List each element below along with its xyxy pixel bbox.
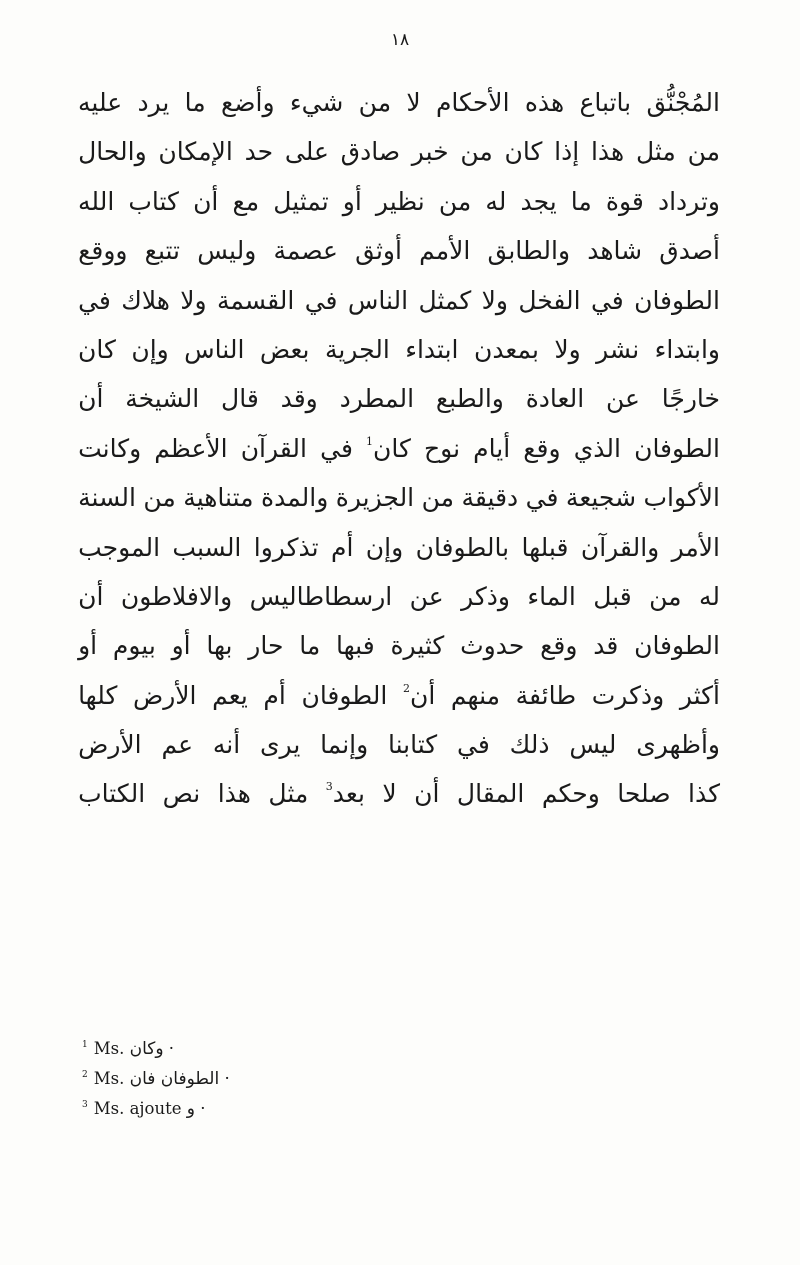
word: الجزيرة [335, 483, 415, 513]
word: شجيعة [565, 483, 637, 513]
word: شاهد [587, 236, 643, 266]
word: صلحا [617, 779, 671, 809]
word: العادة [525, 384, 585, 414]
word: عن [409, 581, 444, 611]
word: بعض [259, 334, 310, 364]
footnote-label: Ms. [93, 1039, 125, 1058]
text-line [78, 523, 720, 572]
word: ووقع [78, 236, 128, 266]
word: له [485, 186, 507, 216]
word: والقرآن [580, 532, 660, 562]
word: منهم [450, 680, 501, 710]
text-line [78, 473, 720, 522]
word: من [649, 581, 682, 611]
word: والحال [78, 137, 147, 167]
word: أن [78, 581, 104, 611]
word: وقع [523, 433, 561, 463]
word: في [304, 285, 338, 315]
word: قوة [605, 186, 644, 216]
word: هذا [217, 779, 251, 809]
text-line [78, 671, 720, 720]
word: والطبع [435, 384, 504, 414]
text-line [78, 177, 720, 226]
footnote-number: 2 [82, 1070, 88, 1080]
footnote-text: وكان [129, 1039, 164, 1059]
text-line [78, 127, 720, 176]
word: وقد [280, 384, 318, 414]
word: مع [232, 186, 260, 216]
word: دقيقة [461, 483, 519, 513]
word: ذلك [509, 730, 550, 760]
word: ما [299, 631, 321, 661]
word: وقع [540, 631, 578, 661]
word: يجد [520, 186, 557, 216]
word: الله [78, 186, 115, 216]
word: وأظهرى [636, 730, 720, 760]
word: هذه [524, 88, 565, 117]
word: كتاب [128, 186, 179, 216]
word: في [590, 285, 624, 315]
footnote: $^3$ Ms. ajoute و · [82, 1099, 206, 1119]
word: القرآن [240, 433, 307, 463]
text-line [78, 720, 720, 769]
word: من [460, 137, 493, 167]
word: المقال [456, 779, 525, 809]
word: كذا [688, 779, 720, 809]
word: الناس [184, 334, 245, 364]
word: ولا [481, 285, 508, 315]
word: وترداد [657, 186, 720, 216]
word: تتبع [144, 236, 181, 266]
word: حار [248, 631, 284, 661]
word: في [525, 483, 559, 513]
word: يرى [259, 730, 301, 760]
word: وليس [197, 236, 257, 266]
word: السنة [78, 483, 136, 513]
word: تمثيل [273, 186, 329, 216]
footnote-label: Ms. ajoute [93, 1099, 182, 1118]
word: حدوث [460, 631, 525, 661]
word: الأرض [78, 730, 142, 760]
word: الموجب [78, 532, 161, 562]
word: من [358, 88, 392, 117]
text-line [78, 78, 720, 127]
word: ما [184, 88, 206, 117]
word: باتباع [579, 88, 632, 117]
footnote: $^1$ Ms. وكان · [82, 1039, 175, 1059]
text-line [78, 226, 720, 275]
word: أن [78, 384, 104, 414]
text-line [78, 621, 720, 670]
word: وكانت [78, 433, 142, 463]
word: على [284, 137, 329, 167]
footnote-marker: 3 [325, 780, 333, 794]
word: ابتداء [405, 334, 459, 364]
text-line [78, 424, 720, 473]
text-line [78, 572, 720, 621]
word: عم [161, 730, 194, 760]
word: الأعظم [154, 433, 228, 463]
word: أكثر [679, 680, 720, 710]
word: مثل [268, 779, 309, 809]
word: بعد$^3$ [325, 779, 365, 809]
word: ولا [554, 334, 581, 364]
word: ارسطاطاليس [249, 581, 393, 611]
word: نشر [596, 334, 640, 364]
word: عن [606, 384, 640, 414]
footnotes [82, 1030, 482, 1120]
word: وأضع [220, 88, 275, 117]
word: صادق [340, 137, 401, 167]
word: وإنما [320, 730, 369, 760]
text-line [78, 325, 720, 374]
footnote-text: الطوفان فان [129, 1069, 220, 1089]
word: أن [414, 779, 440, 809]
word: وذكر [461, 581, 510, 611]
footnote-label: Ms. [93, 1069, 125, 1088]
word: ولا [180, 285, 207, 315]
word: له [698, 581, 720, 611]
word: والافلاطون [120, 581, 233, 611]
word: فبها [336, 631, 375, 661]
word: الأمر [671, 532, 720, 562]
word: الطوفان [301, 680, 388, 710]
word: نظير [375, 186, 425, 216]
word: كثيرة [390, 631, 445, 661]
word: إذا [554, 137, 580, 167]
word: الذي [573, 433, 621, 463]
word: نوح [424, 433, 461, 463]
word: من [687, 137, 720, 167]
word: ليس [569, 730, 617, 760]
word: لا [382, 779, 397, 809]
word: الأمم [419, 236, 471, 266]
word: لا [406, 88, 421, 117]
text-line [78, 276, 720, 325]
word: الأرض [133, 680, 197, 710]
footnote-number: 1 [82, 1040, 88, 1050]
word: عليه [78, 88, 123, 117]
word: وإن [365, 532, 404, 562]
word: في [320, 433, 353, 463]
word: المطرد [339, 384, 415, 414]
word: في [78, 285, 111, 315]
word: الجرية [324, 334, 390, 364]
word: أيام [473, 433, 511, 463]
word: كتابنا [388, 730, 438, 760]
word: وابتداء [654, 334, 720, 364]
word: أو [78, 631, 98, 661]
word: أو [342, 186, 362, 216]
word: أوثق [355, 236, 402, 266]
text-line [78, 374, 720, 423]
word: الكتاب [78, 779, 146, 809]
page-number: ١٨ [390, 30, 410, 50]
word: وحكم [541, 779, 600, 809]
word: هلاك [121, 285, 170, 315]
word: قبل [593, 581, 632, 611]
word: كلها [78, 680, 118, 710]
word: من [143, 483, 176, 513]
footnote-marker: 1 [366, 434, 374, 448]
word: الإمكان [158, 137, 233, 167]
word: شيء [289, 88, 344, 117]
word: الطوفان [634, 285, 720, 315]
word: الطوفان [634, 433, 720, 463]
word: الشيخة [125, 384, 200, 414]
word: بالطوفان [415, 532, 510, 562]
word: الطوفان [634, 631, 720, 661]
word: والمدة [261, 483, 329, 513]
word: والطابق [487, 236, 571, 266]
word: بها [206, 631, 233, 661]
footnote-number: 3 [82, 1100, 88, 1110]
word: كان$^1$ [366, 433, 411, 463]
word: قال [221, 384, 259, 414]
word: حد [244, 137, 274, 167]
word: خارجًا [661, 384, 720, 414]
footnote: $^2$ Ms. الطوفان فان · [82, 1069, 230, 1089]
word: قبلها [521, 532, 569, 562]
word: هذا [590, 137, 625, 167]
word: من [421, 483, 455, 513]
word: كمثل [418, 285, 472, 315]
footnote-marker: 2 [402, 681, 410, 695]
word: بمعدن [473, 334, 539, 364]
word: الأحكام [435, 88, 510, 117]
word: وذكرت [591, 680, 665, 710]
word: طائفة [515, 680, 577, 710]
word: عصمة [273, 236, 338, 266]
word: نص [162, 779, 201, 809]
word: الماء [527, 581, 576, 611]
word: أنه [212, 730, 241, 760]
word: الناس [347, 285, 409, 315]
word: من [438, 186, 472, 216]
word: قد [593, 631, 619, 661]
word: الفخل [518, 285, 581, 315]
word: تذكروا [253, 532, 319, 562]
body-text [78, 78, 720, 819]
word: متناهية [183, 483, 254, 513]
word: يرد [137, 88, 170, 117]
word: أن$^2$ [402, 680, 436, 710]
word: أن [193, 186, 219, 216]
word: مثل [635, 137, 676, 167]
word: القسمة [216, 285, 295, 315]
word: بيوم [112, 631, 156, 661]
word: المُجْنُّق [646, 88, 720, 117]
footnote-text: و [186, 1099, 195, 1119]
word: أم [330, 532, 354, 562]
word: كان [504, 137, 543, 167]
word: أو [171, 631, 191, 661]
word: أصدق [659, 236, 720, 266]
word: أم [263, 680, 286, 710]
word: في [457, 730, 490, 760]
word: وإن [131, 334, 169, 364]
word: السبب [172, 532, 242, 562]
word: خبر [411, 137, 449, 167]
word: يعم [212, 680, 248, 710]
text-line [78, 769, 720, 818]
word: كان [78, 334, 116, 364]
word: ما [570, 186, 592, 216]
word: الأكواب [643, 483, 720, 513]
